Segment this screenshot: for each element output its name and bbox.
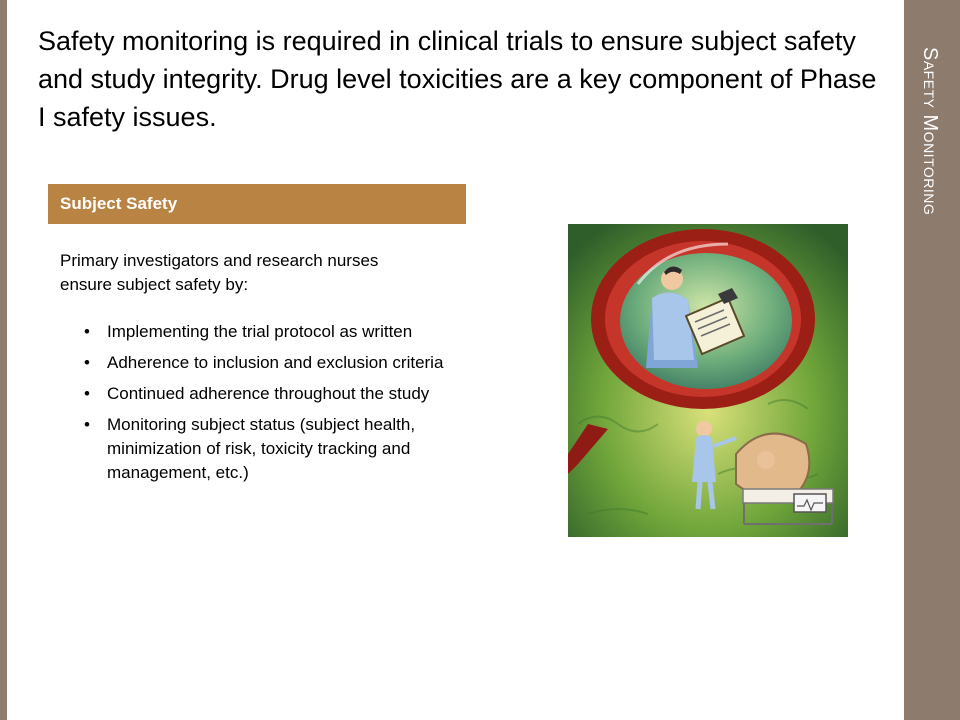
list-item [60, 351, 460, 375]
list-item-text: Adherence to inclusion and exclusion criteria [107, 353, 444, 372]
section-header: Subject Safety [48, 184, 466, 224]
list-item [60, 382, 460, 406]
side-title-text: Safety Monitoring [919, 47, 941, 216]
intro-text: Safety monitoring is required in clinical trials to ensure subject safety and study integrity. Drug level toxicities are a key component of Phase I safety issues. [38, 26, 877, 132]
bullet-icon: • [84, 322, 90, 341]
side-title [904, 0, 960, 720]
left-edge-bar [0, 0, 7, 720]
list-item-text: Monitoring subject status (subject health, minimization of risk, toxicity tracking and management, etc.) [107, 415, 416, 482]
bullet-list [60, 320, 460, 492]
bullet-icon: • [84, 415, 90, 434]
magnifying-glass-doctor-illustration [568, 224, 848, 537]
lead-text: Primary investigators and research nurses ensure subject safety by: [60, 251, 379, 294]
list-item [60, 320, 460, 344]
list-item-text: Continued adherence throughout the study [107, 384, 430, 403]
side-title-bar [904, 0, 960, 720]
list-item [60, 413, 460, 485]
bullet-icon: • [84, 353, 90, 372]
list-item-text: Implementing the trial protocol as written [107, 322, 413, 341]
bullet-icon: • [84, 384, 90, 403]
